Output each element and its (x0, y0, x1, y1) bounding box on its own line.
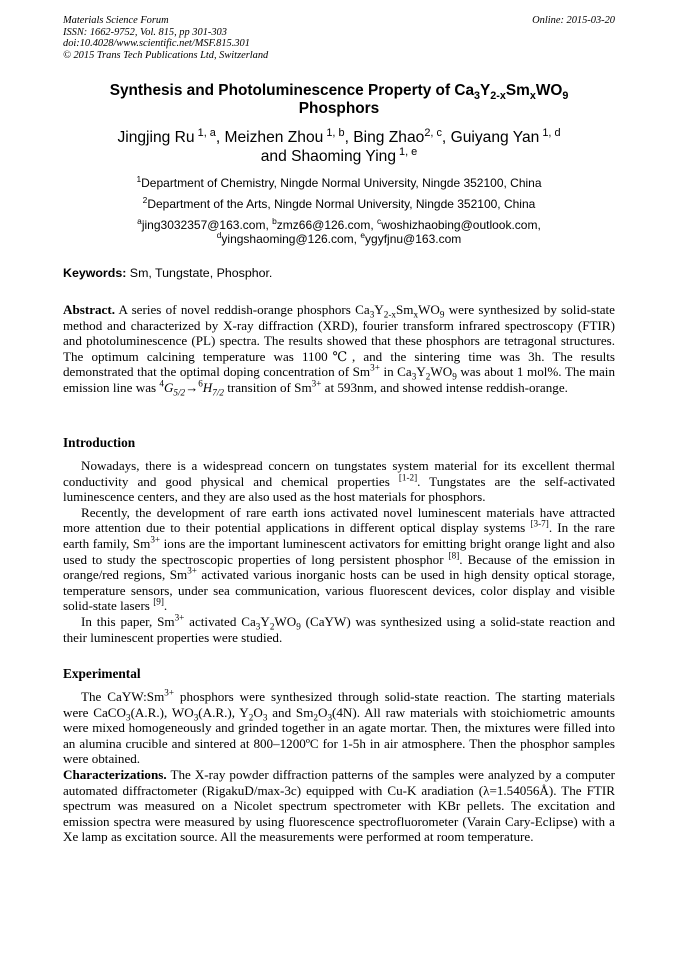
online-date: Online: 2015-03-20 (532, 15, 615, 26)
paper-title: Synthesis and Photoluminescence Property of $Ca_3Y_{2-x}Sm_xWO_9$ Phosphors (109, 82, 569, 117)
intro-paragraph-1: Nowadays, there is a widespread concern on tungstates system material for its excellent thermal conductivity and good physical and chemical properties [1-2]. Tungstates are the self-activated luminescence centers, and they are also used as the host materials for phosphors. (63, 458, 615, 505)
intro-paragraph-3: In this paper, $Sm^{3+}$ activated $Ca_3Y_2WO_9$ (CaYW) was synthesized using a solid-state reaction and their luminescent properties were studied. (63, 612, 615, 645)
affiliation-2: $^2$Department of the Arts, Ningde Normal University, Ningde 352100, China (142, 195, 536, 211)
intro-paragraph-2: Recently, the development of rare earth ions activated novel luminescent materials have attracted more attention due to their potential applications in different optical display systems [3-7]. In the rare earth family, $Sm^{3+}$ ions are the important luminescent activators for emitting bright orange light and also used to study the spectroscopic properties of long persistent phosphor [8]. Because of the emission in orange/red regions, $Sm^{3+}$ activated various inorganic hosts can be used in high density optical storage, temperature sensors, under sea communication, various fluorescent devices, color display and visible solid-state lasers [9]. (63, 504, 615, 614)
experimental-heading: Experimental (63, 666, 141, 681)
introduction-body (63, 458, 615, 645)
characterizations-paragraph: Characterizations. The X-ray powder diffraction patterns of the samples were analyzed by a computer automated diffractometer (RigakuD/max-3c) equipped with Cu-K aradiation (λ=1.54056Å). The FTIR spectrum was measured on a Nicolet spectrum spectrometer with KBr pellets. The excitation and emission spectra were measured by using fluorescence spectrofluorometer (Varain Cary-Eclipse) with a Xe lamp as excitation source. All the measurements were performed at room temperature. (63, 766, 615, 845)
introduction-heading: Introduction (63, 435, 136, 450)
journal-name: Materials Science Forum (63, 15, 169, 26)
journal-header (63, 15, 615, 61)
doi: doi:10.4028/www.scientific.net/MSF.815.301 (63, 38, 250, 50)
emails: $^a$jing3032357@163.com, $^b$zmz66@126.com, $^c$woshizhaobing@outlook.com, $^d$yingshaoming@126.com, $^e$ygyfjnu@163.com (137, 216, 541, 246)
exp-paragraph-1: The $CaYW:Sm^{3+}$ phosphors were synthesized through solid-state reaction. The starting materials were CaCO$_3$(A.R.), $WO_3(A.R.)$, $Y_2O_3$ and $Sm_2O_3(4N)$. All raw materials with stoichiometric amounts were mixed homogeneously and grinded together in an agate mortar. Then, the mixtures were filled into an alumina crucible and sintered at 800–1200ºC for 1-5h in air atmosphere. Then the phosphor samples were obtained. (63, 687, 616, 767)
issn: ISSN: 1662-9752, Vol. 815, pp 301-303 (63, 26, 227, 38)
copyright: © 2015 Trans Tech Publications Ltd, Switzerland (63, 49, 269, 61)
keywords: Keywords: Sm, Tungstate, Phosphor. (63, 266, 273, 280)
authors: Jingjing Ru $^{1, a}$, Meizhen Zhou $^{1, b}$, Bing Zhao$^{2, c}$, Guiyang Yan $^{1, d}$ and Shaoming Ying $^{1, e}$ (117, 126, 561, 165)
abstract: Abstract. A series of novel reddish-orange phosphors $Ca_3Y_{2-x}Sm_xWO_9$ were synthesized by solid-state method and characterized by X-ray diffraction (XRD), fourier transform infrared spectroscopy (FTIR) and photoluminescence (PL) spectra. The results showed that these phosphors are tetragonal structures. The optimum calcining temperature was 1100℃, and the sintering time was 3h. The results demonstrated that the optimal doping concentration of $Sm^{3+}$ in $Ca_3Y_2WO_9$ was about 1 mol%. The main emission line was $^4G_{5/2}\to^6H_{7/2}$ transition of $Sm^{3+}$ at 593nm, and showed intense reddish-orange. (63, 302, 615, 398)
affiliation-1: $^1$Department of Chemistry, Ningde Normal University, Ningde 352100, China (136, 174, 542, 190)
experimental-body (63, 689, 615, 845)
